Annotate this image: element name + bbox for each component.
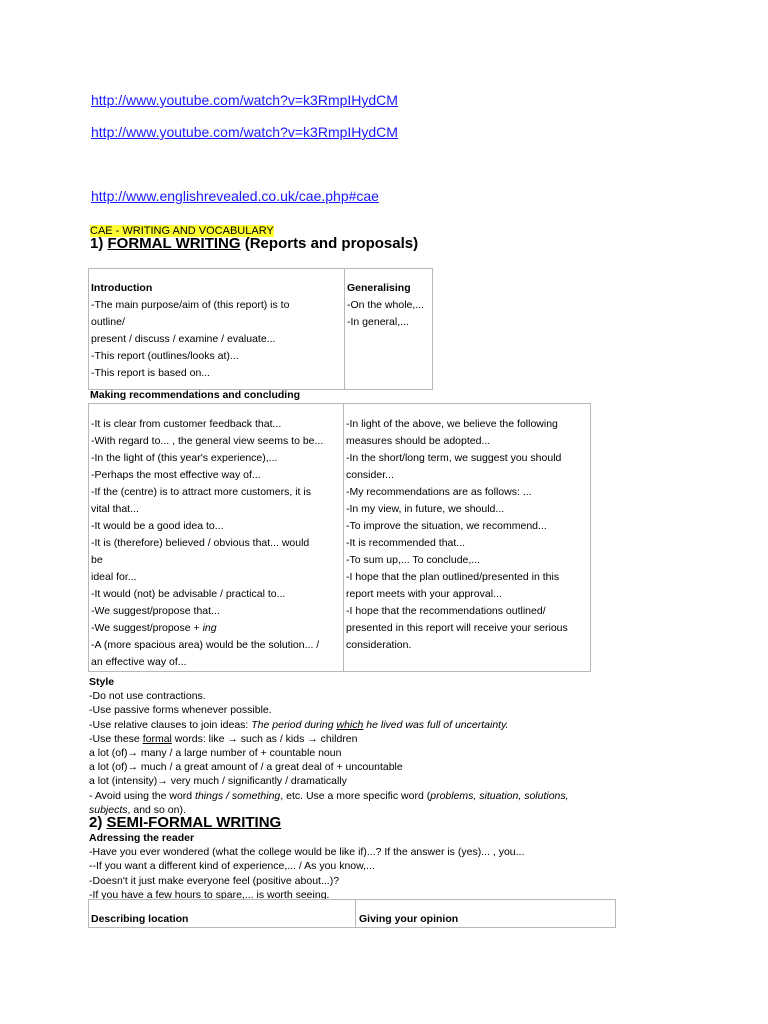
semi-formal-table-divider bbox=[355, 899, 356, 928]
style-text: words: like → such as / kids → children bbox=[171, 732, 358, 745]
intro-line: -This report is based on... bbox=[91, 367, 211, 379]
recommend-line: -It is (therefore) believed / obvious that... would bbox=[91, 537, 310, 549]
recommend-line: -In the light of (this year's experience),... bbox=[91, 452, 278, 464]
concluding-line: -I hope that the plan outlined/presented in this bbox=[346, 571, 560, 583]
intro-heading: Introduction bbox=[91, 282, 153, 294]
section2-number: 2) bbox=[89, 814, 107, 831]
concluding-line: -To sum up,... To conclude,... bbox=[346, 554, 481, 566]
intro-line: -The main purpose/aim of (this report) is to bbox=[91, 299, 290, 311]
style-text: -Use relative clauses to join ideas: bbox=[89, 718, 252, 731]
style-text: , and so on). bbox=[127, 803, 186, 816]
reader-heading: Adressing the reader bbox=[89, 832, 195, 844]
style-line: a lot (of)→ much / a great amount of / a great deal of + uncountable bbox=[89, 761, 403, 774]
recommend-line: vital that... bbox=[91, 503, 139, 515]
concluding-line: -It is recommended that... bbox=[346, 537, 466, 549]
style-line-formal bbox=[89, 732, 689, 746]
reader-section bbox=[89, 831, 709, 902]
style-line: a lot (intensity)→ very much / significantly / dramatically bbox=[89, 775, 347, 788]
reader-line: --If you want a different kind of experience,... / As you know,... bbox=[89, 860, 375, 873]
example-text: problems, situation, solutions, bbox=[430, 789, 569, 802]
concluding-line: presented in this report will receive your serious bbox=[346, 622, 568, 634]
recommend-line: -A (more spacious area) would be the solution... / bbox=[91, 639, 320, 651]
style-line: -Do not use contractions. bbox=[89, 690, 206, 703]
example-text: The period during bbox=[251, 718, 337, 731]
concluding-line: -To improve the situation, we recommend... bbox=[346, 520, 547, 532]
recommend-table-divider bbox=[343, 403, 344, 672]
example-text: subjects bbox=[89, 803, 128, 816]
recommend-line: an effective way of... bbox=[91, 656, 187, 668]
concluding-line: -My recommendations are as follows: ... bbox=[346, 486, 532, 498]
reader-line: -If you have a few hours to spare,... is worth seeing. bbox=[89, 888, 330, 901]
concluding-line: consideration. bbox=[346, 639, 412, 651]
section2-heading bbox=[89, 814, 281, 831]
section1-title: FORMAL WRITING bbox=[107, 235, 241, 252]
recommend-line: -Perhaps the most effective way of... bbox=[91, 469, 261, 481]
generalising-line: -On the whole,... bbox=[347, 299, 425, 311]
example-text: he lived was full of uncertainty. bbox=[363, 718, 509, 731]
section1-heading bbox=[90, 235, 418, 252]
style-line-relative bbox=[89, 718, 689, 732]
recommend-line: ideal for... bbox=[91, 571, 137, 583]
example-which: which bbox=[336, 718, 364, 731]
youtube-link-1[interactable]: http://www.youtube.com/watch?v=k3RmpIHydCM bbox=[91, 92, 398, 108]
intro-table-divider bbox=[344, 268, 345, 390]
concluding-line: -In my view, in future, we should... bbox=[346, 503, 505, 515]
youtube-link-2[interactable]: http://www.youtube.com/watch?v=k3RmpIHydCM bbox=[91, 124, 398, 140]
recommend-line-ing bbox=[91, 620, 341, 637]
concluding-line: -In the short/long term, we suggest you should bbox=[346, 452, 562, 464]
concluding-line: measures should be adopted... bbox=[346, 435, 491, 447]
section1-number: 1) bbox=[90, 235, 108, 252]
style-text: -Use these bbox=[89, 732, 143, 745]
style-section bbox=[89, 675, 689, 817]
style-heading: Style bbox=[89, 676, 115, 688]
recommend-line: -It is clear from customer feedback that... bbox=[91, 418, 282, 430]
concluding-line: -In light of the above, we believe the following bbox=[346, 418, 558, 430]
recommend-line: -If the (centre) is to attract more customers, it is bbox=[91, 486, 311, 498]
recommend-line: -We suggest/propose that... bbox=[91, 605, 220, 617]
style-text: - Avoid using the word bbox=[89, 789, 196, 802]
reader-line: -Doesn't it just make everyone feel (positive about...)? bbox=[89, 874, 340, 887]
recommend-heading: Making recommendations and concluding bbox=[90, 389, 301, 401]
recommend-line-text: -We suggest/propose + bbox=[91, 622, 203, 634]
describing-location-heading: Describing location bbox=[91, 913, 189, 925]
generalising-column bbox=[347, 280, 431, 331]
recommend-left-column bbox=[91, 416, 341, 671]
section1-subtitle: (Reports and proposals) bbox=[240, 235, 419, 252]
style-line-avoid bbox=[89, 789, 689, 803]
recommend-right-column bbox=[346, 416, 588, 654]
intro-line: present / discuss / examine / evaluate... bbox=[91, 333, 276, 345]
recommend-line: be bbox=[91, 554, 103, 566]
style-line: a lot (of)→ many / a large number of + countable noun bbox=[89, 747, 342, 760]
reader-line: -Have you ever wondered (what the college would be like if)...? If the answer is (yes)... , you... bbox=[89, 846, 525, 859]
generalising-line: -In general,... bbox=[347, 316, 409, 328]
intro-line: -This report (outlines/looks at)... bbox=[91, 350, 239, 362]
intro-column bbox=[91, 280, 341, 382]
recommend-line: -With regard to... , the general view seems to be... bbox=[91, 435, 324, 447]
generalising-heading: Generalising bbox=[347, 282, 411, 294]
example-text: things / something bbox=[195, 789, 281, 802]
concluding-line: consider... bbox=[346, 469, 394, 481]
style-text: , etc. Use a more specific word ( bbox=[280, 789, 431, 802]
style-line: -Use passive forms whenever possible. bbox=[89, 704, 272, 717]
formal-word: formal bbox=[142, 732, 172, 745]
intro-line: outline/ bbox=[91, 316, 125, 328]
section2-title: SEMI-FORMAL WRITING bbox=[106, 814, 282, 831]
concluding-line: -I hope that the recommendations outlined/ bbox=[346, 605, 546, 617]
cae-label-text: CAE - WRITING AND VOCABULARY bbox=[90, 225, 274, 237]
giving-opinion-heading: Giving your opinion bbox=[359, 913, 459, 925]
concluding-line: report meets with your approval... bbox=[346, 588, 502, 600]
ing-suffix: ing bbox=[202, 622, 217, 634]
englishrevealed-link[interactable]: http://www.englishrevealed.co.uk/cae.php#cae bbox=[91, 188, 379, 204]
recommend-line: -It would be a good idea to... bbox=[91, 520, 224, 532]
recommend-line: -It would (not) be advisable / practical to... bbox=[91, 588, 286, 600]
